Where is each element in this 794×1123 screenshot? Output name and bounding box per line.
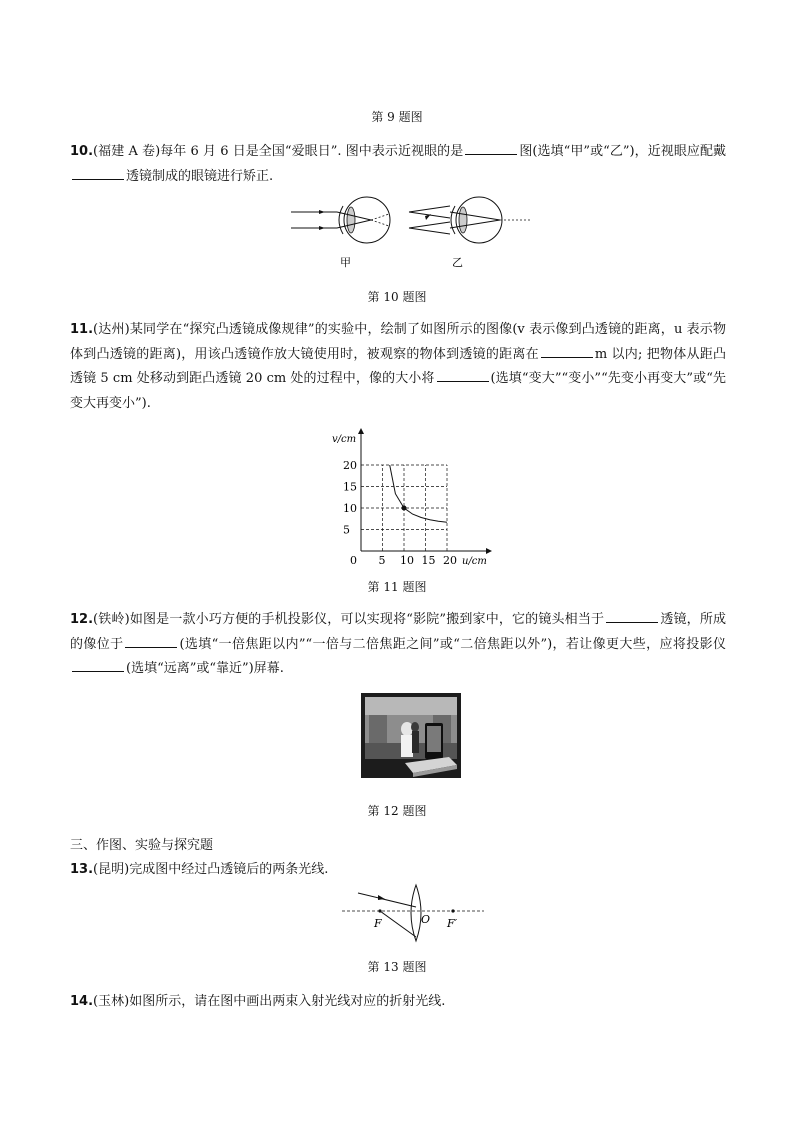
question-11 (70, 318, 726, 416)
answer-blank (72, 659, 124, 672)
eye-diagrams-figure (285, 196, 535, 276)
eye-label-a: 甲 (340, 256, 351, 269)
question-text: 如图是一款小巧方便的手机投影仪，可以实现将“影院”搬到家中，它的镜头相当于 (129, 612, 605, 627)
question-number: 12. (70, 612, 94, 627)
question-number: 10. (70, 144, 94, 159)
y-tick-label: 10 (343, 502, 357, 515)
question-text: 图(选填“甲”或“乙”)，近视眼应配戴 (519, 144, 727, 159)
answer-blank (465, 142, 517, 155)
x-tick-label: 20 (443, 554, 457, 566)
y-tick-label: 20 (343, 459, 357, 472)
question-text: 每年 6 月 6 日是全国“爱眼日”. 图中表示近视眼的是 (160, 144, 464, 159)
question-source: (铁岭) (93, 612, 130, 627)
focal-point-left (378, 909, 381, 912)
question-10 (70, 140, 726, 189)
x-tick-label: 15 (421, 554, 436, 566)
projector-photo (361, 693, 461, 778)
y-tick-label: 5 (343, 523, 350, 537)
answer-blank (72, 167, 124, 180)
incident-ray-1 (358, 893, 416, 907)
figure-9-caption: 第 9 题图 (371, 110, 423, 124)
question-source: (昆明) (93, 862, 130, 877)
focal-label-f-prime: F′ (447, 917, 458, 930)
origin-label: 0 (350, 554, 357, 566)
question-text: (选填“一倍焦距以内”“一倍与二倍焦距之间”或“二倍焦距以外”)，若让像更大些，应将投影仪 (179, 636, 726, 652)
x-tick-label: 5 (378, 554, 386, 566)
question-13 (70, 858, 726, 883)
eye-diagram-b (409, 197, 530, 269)
section-heading: 三、作图、实验与探究题 (70, 838, 214, 853)
question-text: 透镜制成的眼镜进行矫正. (126, 168, 274, 184)
question-number: 11. (70, 322, 94, 337)
data-curve (390, 465, 447, 522)
answer-blank (125, 635, 177, 648)
question-source: (达州) (93, 322, 130, 337)
question-source: (玉林) (93, 994, 130, 1009)
answer-blank (437, 369, 489, 382)
x-tick-label: 10 (400, 554, 414, 566)
answer-blank (541, 345, 593, 358)
marked-data-point (402, 506, 407, 511)
figure-11-caption: 第 11 题图 (367, 580, 427, 594)
question-number: 14. (70, 994, 94, 1009)
question-text: m 以内; 把物体从距凸透镜 5 cm 处移动到距凸透镜 20 cm 处的过程中，像的大小将 (70, 346, 726, 386)
convex-lens (411, 885, 421, 941)
question-text: (选填“远离”或“靠近”)屏幕. (126, 661, 284, 676)
question-text: 如图所示，请在图中画出两束入射光线对应的折射光线. (129, 994, 446, 1009)
figure-13-caption: 第 13 题图 (367, 960, 427, 974)
question-12 (70, 608, 726, 682)
figure-10-caption: 第 10 题图 (367, 290, 427, 304)
focal-label-f: F (374, 917, 382, 930)
optical-center-label: O (421, 913, 431, 926)
eye-diagram-a (291, 197, 390, 269)
image-distance-graph (328, 426, 498, 566)
convex-lens-diagram (338, 883, 488, 945)
answer-blank (606, 610, 658, 623)
question-text: 完成图中经过凸透镜后的两条光线. (129, 862, 329, 877)
question-text: (选填“变大”“变小”“先变小再变大”或“先变大再变小”). (70, 371, 726, 411)
question-number: 13. (70, 862, 94, 877)
focal-point-right (451, 909, 454, 912)
y-axis-label: v/cm (332, 434, 357, 445)
x-axis-label: u/cm (462, 556, 487, 566)
question-text: 透镜，所成的像位于 (70, 612, 726, 652)
question-14 (70, 990, 726, 1015)
figure-12-caption: 第 12 题图 (367, 804, 427, 818)
eye-label-b: 乙 (452, 256, 463, 269)
question-source: (福建 A 卷) (93, 144, 161, 159)
y-tick-label: 15 (343, 480, 357, 494)
question-text: 某同学在“探究凸透镜成像规律”的实验中，绘制了如图所示的图像(v 表示像到凸透镜的距离，u 表示物体到凸透镜的距离)，用该凸透镜作放大镜使用时，被观察的物体到透镜的距离在 (70, 322, 726, 362)
